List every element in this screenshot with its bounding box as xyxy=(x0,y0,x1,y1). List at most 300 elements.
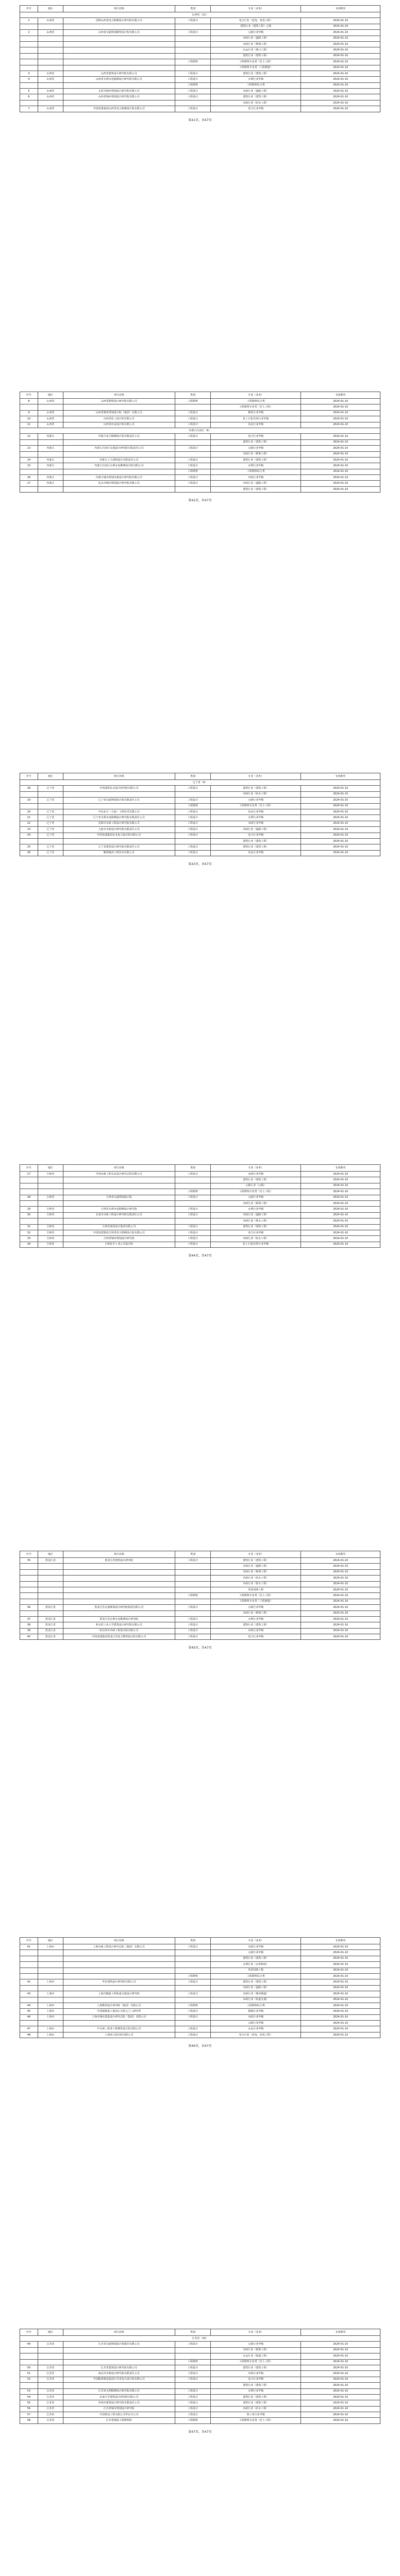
cell-category: 工程设计 xyxy=(175,446,211,451)
cell-category: 工程设计 xyxy=(175,1207,211,1212)
cell-no xyxy=(20,1177,38,1183)
cell-category xyxy=(175,65,211,71)
table-row xyxy=(20,1622,380,1628)
cell-region xyxy=(38,1587,63,1592)
cell-no xyxy=(20,53,38,59)
cell-category: 工程设计 xyxy=(175,833,211,838)
cell-specialty: 冶金行业甲级 xyxy=(211,850,301,856)
cell-region xyxy=(38,2347,63,2353)
cell-company xyxy=(63,1985,175,1991)
cell-region: 辽宁省 xyxy=(38,850,63,856)
cell-valid: 2024-01-10 xyxy=(301,446,380,451)
cell-specialty: 工程勘察综合类 xyxy=(211,399,301,404)
cell-specialty: 工程勘察专业类（工程测量） xyxy=(211,1599,301,1604)
cell-category xyxy=(175,1599,211,1604)
cell-company xyxy=(63,803,175,809)
page-number: 第42页，共47页 xyxy=(188,499,212,503)
table-row xyxy=(20,1236,380,1242)
cell-valid: 2024-01-10 xyxy=(301,1242,380,1247)
cell-no xyxy=(20,65,38,71)
cell-no: 53 xyxy=(20,2388,38,2394)
cell-region xyxy=(38,1973,63,1979)
cell-company: 苏州市建筑设计研究院有限责任公司 xyxy=(63,2400,175,2406)
cell-no: 22 xyxy=(20,821,38,826)
cell-no xyxy=(20,1575,38,1581)
cell-specialty: 建筑行业（建筑工程） xyxy=(211,786,301,791)
cell-no: 48 xyxy=(20,2032,38,2038)
cell-specialty: 电力行业（送电、变电工程） xyxy=(211,18,301,24)
table-row xyxy=(20,2412,380,2418)
table-row xyxy=(20,1207,380,1212)
cell-category: 工程设计 xyxy=(175,2032,211,2038)
cell-no xyxy=(20,1569,38,1575)
cell-specialty: 市政行业甲级 xyxy=(211,1172,301,1177)
cell-region: 山西省 xyxy=(38,30,63,36)
cell-specialty: 电力行业甲级 xyxy=(211,106,301,112)
cell-company: 江苏省地质工程勘察院 xyxy=(63,2418,175,2424)
cell-company: 内蒙古电力勘测设计院有限责任公司 xyxy=(63,434,175,439)
cell-category: 工程设计 xyxy=(175,1195,211,1200)
cell-region: 黑龙江省 xyxy=(38,1622,63,1628)
cell-region: 吉林省 xyxy=(38,1242,63,1247)
column-header: 单位名称 xyxy=(63,773,175,780)
cell-valid: 2024-01-10 xyxy=(301,53,380,59)
section-title: 辽宁省（9） xyxy=(20,780,380,786)
cell-valid: 2024-01-10 xyxy=(301,1587,380,1592)
cell-no xyxy=(20,1968,38,1973)
cell-valid: 2024-01-10 xyxy=(301,416,380,422)
cell-no: 28 xyxy=(20,1195,38,1200)
cell-no xyxy=(20,1587,38,1592)
cell-no: 23 xyxy=(20,827,38,833)
cell-specialty: 建筑行业（建筑工程） xyxy=(211,1956,301,1961)
cell-valid: 2024-01-10 xyxy=(301,833,380,838)
cell-valid: 2024-01-10 xyxy=(301,1605,380,1611)
cell-region xyxy=(38,1985,63,1991)
table-row xyxy=(20,803,380,809)
cell-no: 32 xyxy=(20,1230,38,1235)
cell-no: 17 xyxy=(20,481,38,486)
cell-specialty: 市政行业（给水工程） xyxy=(211,100,301,106)
cell-company xyxy=(63,1200,175,1206)
cell-category: 工程设计 xyxy=(175,844,211,850)
cell-specialty: 建筑行业（建筑工程） xyxy=(211,53,301,59)
table-row xyxy=(20,1997,380,2003)
cell-company xyxy=(63,1962,175,1968)
cell-no: 26 xyxy=(20,850,38,856)
cell-no: 4 xyxy=(20,77,38,82)
cell-no: 43 xyxy=(20,1991,38,1997)
column-header: 类别 xyxy=(175,1165,211,1172)
cell-company: 辽宁省建筑设计研究院有限责任公司 xyxy=(63,844,175,850)
cell-specialty: 工程勘察专业类（岩土工程） xyxy=(211,1189,301,1195)
cell-company: 山西省建筑设计研究院有限公司 xyxy=(63,71,175,76)
cell-valid: 2024-01-10 xyxy=(301,827,380,833)
cell-category: 工程设计 xyxy=(175,1979,211,1985)
table-row xyxy=(20,1973,380,1979)
cell-valid: 2024-01-10 xyxy=(301,1575,380,1581)
cell-specialty: 工程勘察综合类 xyxy=(211,2003,301,2008)
cell-specialty: 风景园林工程 xyxy=(211,1968,301,1973)
table-row xyxy=(20,1985,380,1991)
page-number: 第44页，共47页 xyxy=(188,1254,212,1258)
section-row xyxy=(20,780,380,786)
cell-specialty: 化工石化医药行业甲级 xyxy=(211,416,301,422)
cell-company xyxy=(63,1599,175,1604)
cell-specialty: 冶金行业甲级 xyxy=(211,809,301,815)
column-header: 序号 xyxy=(20,392,38,399)
cell-valid: 2024-01-10 xyxy=(301,1628,380,1634)
cell-category xyxy=(175,1997,211,2003)
cell-valid: 2024-01-10 xyxy=(301,815,380,821)
cell-valid: 2024-01-10 xyxy=(301,2418,380,2424)
cell-no: 21 xyxy=(20,815,38,821)
cell-valid: 2024-01-10 xyxy=(301,1177,380,1183)
cell-valid: 2024-01-10 xyxy=(301,451,380,457)
cell-category xyxy=(175,1968,211,1973)
table-row xyxy=(20,481,380,486)
cell-valid: 2024-01-10 xyxy=(301,1962,380,1968)
cell-specialty: 市政行业（排水工程） xyxy=(211,1581,301,1587)
table-row xyxy=(20,1218,380,1224)
cell-valid: 2024-01-10 xyxy=(301,2394,380,2400)
cell-valid: 2024-01-10 xyxy=(301,1616,380,1622)
cell-valid: 2024-01-10 xyxy=(301,1558,380,1564)
cell-company: 辽宁省水利水电勘测设计研究院有限责任公司 xyxy=(63,815,175,821)
cell-valid: 2024-01-10 xyxy=(301,463,380,469)
cell-valid: 2024-01-10 xyxy=(301,1218,380,1224)
cell-no: 29 xyxy=(20,1207,38,1212)
column-header: 专业（业务） xyxy=(211,2329,301,2336)
table-row xyxy=(20,1189,380,1195)
column-header: 类别 xyxy=(175,6,211,12)
cell-region xyxy=(38,1200,63,1206)
cell-region: 辽宁省 xyxy=(38,809,63,815)
cell-company xyxy=(63,1611,175,1616)
cell-region xyxy=(38,1593,63,1599)
cell-specialty: 工程勘察专业类（岩土工程） xyxy=(211,1593,301,1599)
cell-company xyxy=(63,469,175,474)
cell-no xyxy=(20,1997,38,2003)
cell-specialty: 公路行业甲级 xyxy=(211,798,301,803)
cell-company: 黑龙江省水利水电勘测设计研究院 xyxy=(63,1616,175,1622)
cell-valid: 2024-01-10 xyxy=(301,1622,380,1628)
column-header: 序号 xyxy=(20,773,38,780)
cell-region: 辽宁省 xyxy=(38,815,63,821)
cell-region: 上海市 xyxy=(38,1944,63,1950)
cell-region: 吉林省 xyxy=(38,1195,63,1200)
cell-category xyxy=(175,1581,211,1587)
cell-company xyxy=(63,486,175,492)
cell-no: 11 xyxy=(20,422,38,428)
cell-company xyxy=(63,24,175,29)
registry-table xyxy=(20,1937,380,2038)
column-header: 类别 xyxy=(175,392,211,399)
document-page xyxy=(20,2329,380,2434)
column-header: 单位名称 xyxy=(63,392,175,399)
table-row xyxy=(20,399,380,404)
cell-category xyxy=(175,1575,211,1581)
cell-no: 57 xyxy=(20,2412,38,2418)
cell-company xyxy=(63,1997,175,2003)
cell-category xyxy=(175,41,211,47)
cell-region: 上海市 xyxy=(38,2026,63,2032)
table-row xyxy=(20,82,380,88)
cell-no: 46 xyxy=(20,2014,38,2020)
cell-region xyxy=(38,1569,63,1575)
cell-category xyxy=(175,53,211,59)
cell-specialty: 化工石化医药行业甲级 xyxy=(211,1242,301,1247)
table-row xyxy=(20,2359,380,2365)
table-row xyxy=(20,2009,380,2014)
cell-valid: 2024-01-10 xyxy=(301,2032,380,2038)
cell-category xyxy=(175,47,211,53)
cell-no: 5 xyxy=(20,89,38,94)
cell-company xyxy=(63,2353,175,2359)
registry-table xyxy=(20,773,380,856)
cell-valid: 2024-01-10 xyxy=(301,1991,380,1997)
cell-valid: 2024-01-10 xyxy=(301,71,380,76)
cell-no: 25 xyxy=(20,844,38,850)
cell-valid: 2024-01-10 xyxy=(301,410,380,416)
cell-no xyxy=(20,1581,38,1587)
cell-company: 长春市市政工程设计研究院有限责任公司 xyxy=(63,1212,175,1218)
cell-region: 黑龙江省 xyxy=(38,1616,63,1622)
cell-no: 12 xyxy=(20,434,38,439)
cell-no xyxy=(20,1218,38,1224)
cell-region: 山西省 xyxy=(38,71,63,76)
cell-category: 工程设计 xyxy=(175,2412,211,2418)
cell-specialty: 工程勘察专业类（岩土工程） xyxy=(211,59,301,65)
cell-category xyxy=(175,24,211,29)
cell-company: 上海市政工程设计研究总院（集团）有限公司 xyxy=(63,1944,175,1950)
table-row xyxy=(20,1956,380,1961)
cell-company xyxy=(63,36,175,41)
cell-valid: 2024-01-10 xyxy=(301,809,380,815)
cell-company: 太原市城乡规划设计研究院有限公司 xyxy=(63,89,175,94)
cell-specialty: 水运行业（港口工程） xyxy=(211,47,301,53)
table-row xyxy=(20,439,380,445)
cell-region: 内蒙古 xyxy=(38,434,63,439)
table-row xyxy=(20,1991,380,1997)
cell-valid: 2024-01-10 xyxy=(301,41,380,47)
cell-no: 3 xyxy=(20,71,38,76)
cell-region: 山西省 xyxy=(38,106,63,112)
cell-region xyxy=(38,1611,63,1616)
table-row xyxy=(20,30,380,36)
cell-category: 工程设计 xyxy=(175,89,211,94)
table-row xyxy=(20,1212,380,1218)
cell-company xyxy=(63,2021,175,2026)
column-header: 地区 xyxy=(38,1165,63,1172)
column-header: 类别 xyxy=(175,1938,211,1944)
cell-category xyxy=(175,1985,211,1991)
cell-category: 工程设计 xyxy=(175,2009,211,2014)
table-row xyxy=(20,1558,380,1564)
cell-no: 58 xyxy=(20,2418,38,2424)
cell-specialty: 公路行业（公路） xyxy=(211,1183,301,1189)
cell-specialty: 市政行业（给水工程） xyxy=(211,2406,301,2412)
cell-valid: 2024-01-10 xyxy=(301,1230,380,1235)
document-page xyxy=(20,1164,380,1258)
cell-no: 55 xyxy=(20,2400,38,2406)
cell-specialty: 建筑行业（建筑工程） xyxy=(211,486,301,492)
table-header-row xyxy=(20,6,380,12)
cell-specialty: 建筑行业（建筑工程） xyxy=(211,2365,301,2370)
cell-valid: 2024-01-10 xyxy=(301,2383,380,2388)
cell-valid: 2024-01-10 xyxy=(301,2359,380,2365)
section-row xyxy=(20,12,380,18)
table-row xyxy=(20,2021,380,2026)
cell-specialty: 公路行业甲级 xyxy=(211,2021,301,2026)
cell-company xyxy=(63,1950,175,1956)
cell-specialty: 建筑行业（建筑工程） xyxy=(211,1979,301,1985)
table-row xyxy=(20,798,380,803)
cell-valid: 2024-01-10 xyxy=(301,1207,380,1212)
cell-company xyxy=(63,1569,175,1575)
cell-specialty: 水利行业甲级 xyxy=(211,815,301,821)
table-header-row xyxy=(20,1165,380,1172)
table-row xyxy=(20,2406,380,2412)
cell-no xyxy=(20,803,38,809)
table-row xyxy=(20,47,380,53)
column-header: 专业（业务） xyxy=(211,1165,301,1172)
cell-region: 内蒙古 xyxy=(38,463,63,469)
section-title: 内蒙古自治区（6） xyxy=(20,428,380,433)
cell-specialty: 建筑行业（建筑工程） xyxy=(211,1622,301,1628)
cell-region: 江苏省 xyxy=(38,2365,63,2370)
cell-company xyxy=(63,100,175,106)
cell-category: 工程设计 xyxy=(175,416,211,422)
cell-region xyxy=(38,65,63,71)
cell-valid: 2024-01-10 xyxy=(301,2353,380,2359)
cell-category: 工程勘察 xyxy=(175,1189,211,1195)
cell-region xyxy=(38,2021,63,2026)
cell-category: 工程设计 xyxy=(175,815,211,821)
cell-region xyxy=(38,24,63,29)
cell-company: 哈尔滨市市政工程设计院有限公司 xyxy=(63,1628,175,1634)
cell-no xyxy=(20,59,38,65)
cell-specialty: 水利行业（水库枢纽） xyxy=(211,1962,301,1968)
cell-valid: 2024-01-10 xyxy=(301,77,380,82)
cell-region: 山西省 xyxy=(38,89,63,94)
cell-category: 工程设计 xyxy=(175,94,211,100)
cell-valid: 2024-01-10 xyxy=(301,2365,380,2370)
cell-valid: 2024-01-10 xyxy=(301,1599,380,1604)
cell-region xyxy=(38,1956,63,1961)
column-header: 有效期至 xyxy=(301,1165,380,1172)
cell-company: 沈阳市市政工程设计研究院有限公司 xyxy=(63,821,175,826)
table-row xyxy=(20,1224,380,1230)
column-header: 类别 xyxy=(175,773,211,780)
table-header-row xyxy=(20,773,380,780)
cell-valid: 2024-01-10 xyxy=(301,1564,380,1569)
cell-category: 工程设计 xyxy=(175,1172,211,1177)
cell-no xyxy=(20,1189,38,1195)
cell-category xyxy=(175,1950,211,1956)
cell-specialty: 市政行业甲级 xyxy=(211,2014,301,2020)
cell-region xyxy=(38,1962,63,1968)
cell-category: 工程设计 xyxy=(175,1628,211,1634)
cell-category: 工程设计 xyxy=(175,434,211,439)
page-number: 第43页，共47页 xyxy=(188,862,212,867)
cell-region: 江苏省 xyxy=(38,2388,63,2394)
document-page xyxy=(20,1937,380,2048)
cell-category: 工程设计 xyxy=(175,1991,211,1997)
cell-company xyxy=(63,1564,175,1569)
cell-region: 黑龙江省 xyxy=(38,1605,63,1611)
cell-no xyxy=(20,1973,38,1979)
cell-company: 黑龙江省建筑设计研究院 xyxy=(63,1558,175,1564)
cell-company xyxy=(63,1581,175,1587)
cell-category xyxy=(175,1218,211,1224)
table-row xyxy=(20,100,380,106)
cell-category: 工程设计 xyxy=(175,71,211,76)
column-header: 序号 xyxy=(20,2329,38,2336)
cell-company: 中国核电工程有限公司华东分公司 xyxy=(63,2412,175,2418)
cell-valid: 2024-01-10 xyxy=(301,1212,380,1218)
cell-category: 工程设计 xyxy=(175,106,211,112)
cell-category xyxy=(175,2347,211,2353)
cell-valid: 2024-01-10 xyxy=(301,1189,380,1195)
cell-category xyxy=(175,1200,211,1206)
cell-region xyxy=(38,486,63,492)
cell-region: 江苏省 xyxy=(38,2418,63,2424)
table-row xyxy=(20,434,380,439)
cell-category xyxy=(175,36,211,41)
cell-valid: 2024-01-10 xyxy=(301,469,380,474)
cell-specialty: 市政行业（给水工程） xyxy=(211,791,301,797)
cell-specialty: 市政行业（给水工程） xyxy=(211,1236,301,1242)
cell-specialty: 建筑行业（建筑工程） xyxy=(211,71,301,76)
cell-region xyxy=(38,1564,63,1569)
cell-specialty: 市政行业（桥梁工程） xyxy=(211,451,301,457)
cell-company: 中国电建集团山西省电力勘测设计院有限公司 xyxy=(63,106,175,112)
cell-valid: 2024-01-10 xyxy=(301,1997,380,2003)
cell-company: 内蒙古工大建筑设计有限责任公司 xyxy=(63,457,175,463)
cell-valid: 2024-01-10 xyxy=(301,2009,380,2014)
cell-no: 47 xyxy=(20,2026,38,2032)
cell-category: 工程设计 xyxy=(175,422,211,428)
cell-company xyxy=(63,1968,175,1973)
cell-region: 江苏省 xyxy=(38,2377,63,2382)
cell-region: 内蒙古 xyxy=(38,475,63,481)
cell-company xyxy=(63,1218,175,1224)
cell-valid: 2024-01-10 xyxy=(301,1581,380,1587)
cell-category xyxy=(175,791,211,797)
cell-valid: 2024-01-10 xyxy=(301,89,380,94)
cell-company: 山西省煤炭规划设计院（集团）有限公司 xyxy=(63,410,175,416)
cell-specialty: 市政行业（道路工程） xyxy=(211,1985,301,1991)
cell-specialty: 建筑行业（建筑工程） xyxy=(211,1224,301,1230)
table-row xyxy=(20,24,380,29)
cell-specialty: 风景园林工程 xyxy=(211,1587,301,1592)
cell-specialty: 市政行业（道路工程） xyxy=(211,1212,301,1218)
cell-valid: 2024-01-10 xyxy=(301,18,380,24)
table-row xyxy=(20,2383,380,2388)
cell-company: 中冶北方（大连）工程技术有限公司 xyxy=(63,809,175,815)
cell-valid: 2024-01-10 xyxy=(301,1973,380,1979)
cell-region: 吉林省 xyxy=(38,1207,63,1212)
table-row xyxy=(20,850,380,856)
cell-region xyxy=(38,2353,63,2359)
cell-specialty: 公路行业甲级 xyxy=(211,1950,301,1956)
table-row xyxy=(20,1575,380,1581)
column-header: 单位名称 xyxy=(63,1551,175,1558)
cell-valid: 2024-01-10 xyxy=(301,2347,380,2353)
cell-company: 山西省城乡规划设计研究院有限公司 xyxy=(63,94,175,100)
cell-category: 工程设计 xyxy=(175,475,211,481)
